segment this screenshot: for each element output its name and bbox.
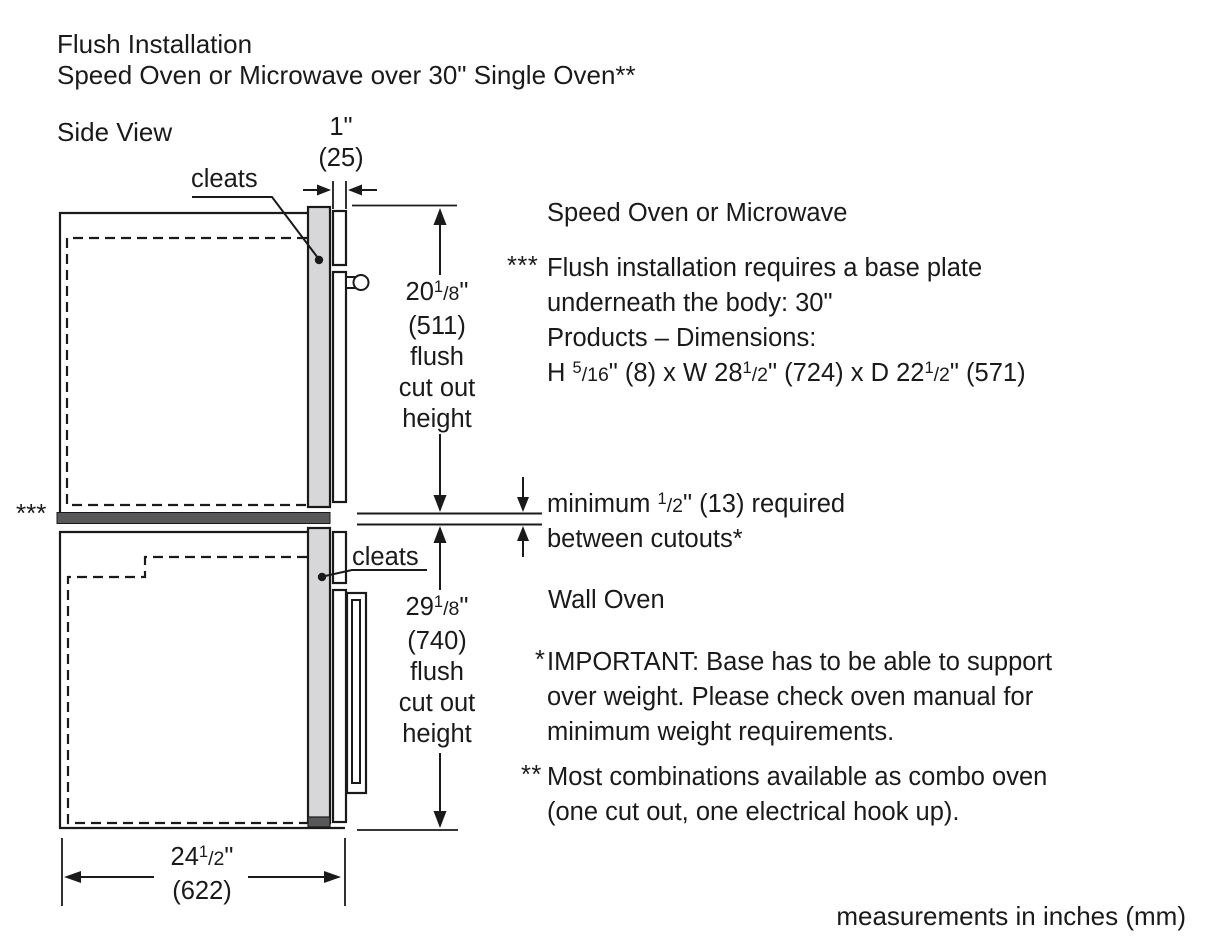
dim-whole: 20	[405, 278, 434, 306]
page-title: Flush Installation	[57, 29, 253, 59]
dim-whole: 29	[405, 593, 434, 621]
note-important-line1: IMPORTANT: Base has to be able to support	[547, 648, 1053, 676]
fraction-denominator: /8	[443, 283, 460, 305]
upper-door-panel	[308, 207, 330, 507]
upper-door-front	[333, 211, 346, 502]
dim-cutout-depth	[122, 842, 282, 907]
note-important-line3: minimum weight requirements.	[547, 718, 895, 746]
fraction-denominator: /2	[208, 848, 225, 870]
note-base-plate-line1: Flush installation requires a base plate	[547, 254, 983, 282]
cleats-label-lower: cleats	[352, 543, 419, 571]
note-combo-line2: (one cut out, one electrical hook up).	[547, 798, 960, 826]
dim-cutout-depth-value	[122, 842, 282, 876]
fraction-numerator: 1	[433, 278, 444, 296]
speed-oven-label: Speed Oven or Microwave	[547, 199, 848, 227]
dim-lower-cutout-mm: (740)	[407, 627, 467, 655]
dims-text: " (571)	[949, 359, 1026, 387]
side-view-label: Side View	[57, 117, 173, 147]
lower-door-front	[333, 532, 346, 822]
dim-door-thickness-mm: (25)	[318, 144, 364, 172]
gap-text: " (13) required	[682, 490, 846, 518]
note-base-plate-dimensions	[547, 356, 1026, 391]
fraction-numerator: 1	[742, 359, 752, 377]
base-plate-band	[57, 513, 330, 524]
units-note: measurements in inches (mm)	[836, 901, 1186, 931]
dim-upper-cutout	[362, 277, 512, 435]
fraction-denominator: /2	[751, 364, 768, 386]
fraction-denominator: /2	[933, 364, 950, 386]
page-subtitle: Speed Oven or Microwave over 30" Single Oven**	[57, 60, 636, 90]
dims-text: " (8) x W 28	[608, 359, 743, 387]
dims-text: H	[547, 359, 573, 387]
note-combo-marker: **	[521, 761, 542, 789]
note-important-marker: *	[535, 646, 546, 674]
note-min-gap	[547, 487, 845, 557]
dim-lower-cutout-word3: height	[402, 720, 472, 748]
cleats-label-upper: cleats	[191, 165, 258, 193]
dim-whole: 24	[170, 843, 199, 871]
fraction-denominator: /2	[666, 495, 683, 517]
base-plate-asterisks: ***	[16, 498, 47, 528]
dim-lower-cutout-word1: flush	[410, 658, 464, 686]
fraction-numerator: 5	[572, 359, 582, 377]
upper-cavity-outline	[60, 213, 310, 513]
lower-door-panel	[308, 528, 330, 827]
dim-lower-cutout-word2: cut out	[398, 689, 476, 717]
dim-upper-cutout-word1: flush	[410, 343, 464, 371]
dim-door-thickness-value: 1"	[329, 113, 353, 141]
fraction-numerator: 1	[657, 490, 667, 508]
upper-cavity-dashed-outline	[67, 238, 307, 505]
fraction-denominator: /8	[443, 598, 460, 620]
note-combo-line1: Most combinations available as combo oven	[547, 763, 1048, 791]
inch-mark: "	[459, 278, 469, 306]
dim-upper-cutout-word3: height	[402, 405, 472, 433]
dim-lower-cutout	[362, 592, 512, 750]
dim-upper-cutout-word2: cut out	[398, 374, 476, 402]
dim-cutout-depth-mm: (622)	[172, 877, 232, 905]
note-base-plate	[547, 251, 1026, 391]
note-base-plate-line3: Products – Dimensions:	[547, 324, 817, 352]
note-combo	[547, 760, 1047, 830]
note-min-gap-line2: between cutouts*	[547, 525, 743, 553]
dim-lower-cutout-value	[362, 592, 512, 626]
note-base-plate-marker: ***	[507, 252, 539, 280]
fraction-denominator: /16	[581, 364, 609, 386]
fraction-numerator: 1	[433, 593, 444, 611]
dim-upper-cutout-mm: (511)	[408, 312, 466, 340]
wall-oven-label: Wall Oven	[548, 586, 665, 614]
inch-mark: "	[459, 593, 469, 621]
note-important	[547, 645, 1052, 750]
fraction-numerator: 1	[924, 359, 934, 377]
note-min-gap-line1	[547, 487, 845, 522]
dim-door-thickness	[300, 112, 382, 174]
gap-text: minimum	[547, 490, 658, 518]
fraction-numerator: 1	[198, 843, 209, 861]
inch-mark: "	[224, 843, 234, 871]
dims-text: " (724) x D 22	[768, 359, 925, 387]
leader-upper-cleats	[192, 197, 323, 264]
dim-upper-cutout-value	[362, 277, 512, 311]
note-base-plate-line2: underneath the body: 30"	[547, 289, 833, 317]
note-important-line2: over weight. Please check oven manual for	[547, 683, 1034, 711]
lower-cavity-dashed-outline	[68, 557, 307, 823]
